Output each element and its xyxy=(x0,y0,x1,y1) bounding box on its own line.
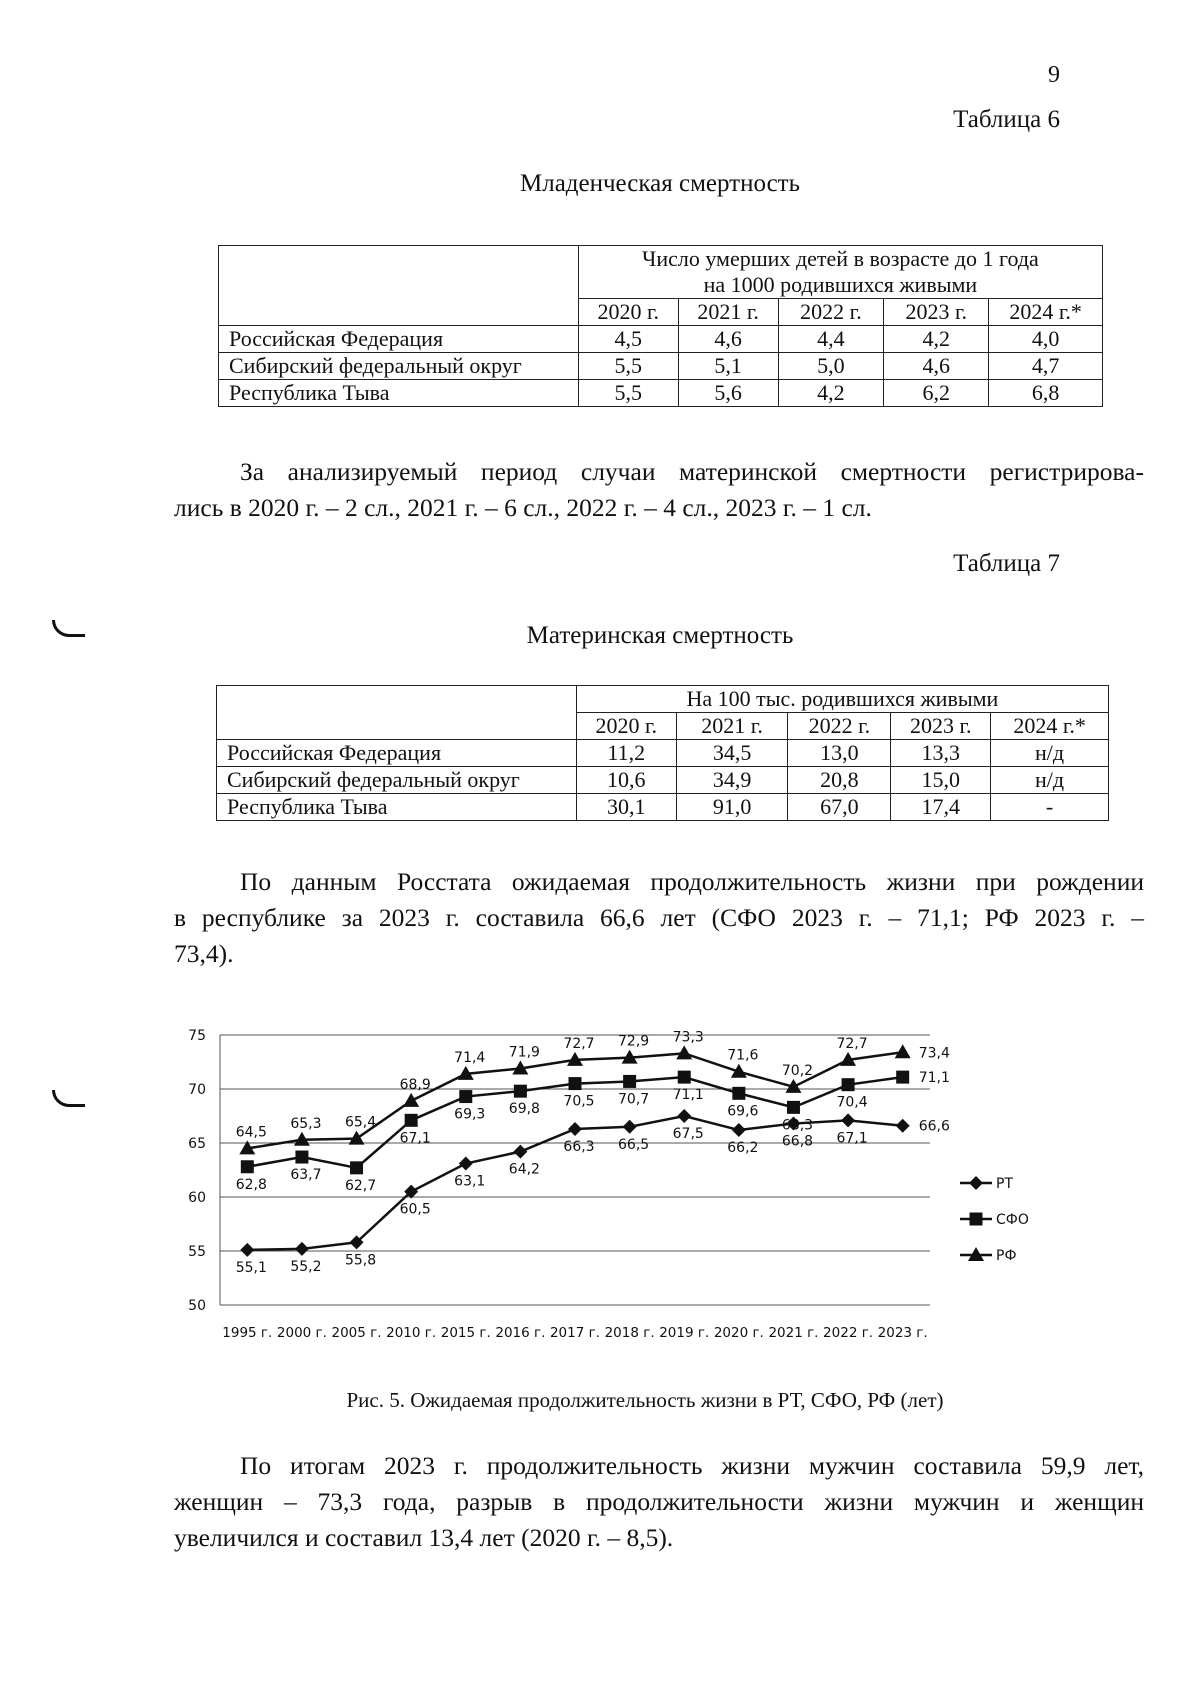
data-label: 70,7 xyxy=(618,1091,650,1108)
y-tick-label: 55 xyxy=(188,1244,206,1260)
data-label: 69,8 xyxy=(508,1101,540,1118)
paragraph-maternal-cases xyxy=(174,454,1144,526)
square-marker xyxy=(241,1160,254,1173)
data-label: 66,3 xyxy=(563,1138,595,1155)
square-marker xyxy=(842,1078,855,1091)
square-marker xyxy=(623,1075,636,1088)
table-cell: 4,5 xyxy=(578,326,678,353)
diamond-marker xyxy=(459,1157,473,1171)
square-marker xyxy=(295,1151,308,1164)
data-label: 66,5 xyxy=(618,1136,650,1153)
x-tick-label: 2000 г. xyxy=(276,1325,327,1341)
x-axis-ticks xyxy=(222,1325,927,1341)
data-label: 70,4 xyxy=(836,1094,868,1111)
y-tick-label: 65 xyxy=(188,1136,206,1152)
data-label: 62,8 xyxy=(235,1176,267,1193)
table7-year: 2021 г. xyxy=(676,713,788,740)
table-cell: н/д xyxy=(991,767,1109,794)
table-cell: 13,3 xyxy=(891,740,991,767)
table-cell: 6,8 xyxy=(989,380,1103,407)
table-cell: 30,1 xyxy=(576,794,676,821)
page-number: 9 xyxy=(1048,62,1060,88)
table6-label: Таблица 6 xyxy=(953,106,1060,133)
data-label: 55,2 xyxy=(290,1258,322,1275)
paragraph3-line3: увеличился и составил 13,4 лет (2020 г. – 8,5). xyxy=(174,1523,674,1552)
table6-corner-cell xyxy=(219,246,579,326)
square-marker xyxy=(787,1101,800,1114)
table-row xyxy=(217,794,1109,821)
data-label: 70,2 xyxy=(781,1062,814,1079)
paragraph2-line3: 73,4). xyxy=(174,939,234,968)
data-label: 64,2 xyxy=(508,1161,540,1178)
table-cell: 5,5 xyxy=(578,380,678,407)
table7-label: Таблица 7 xyxy=(953,550,1060,577)
diamond-marker xyxy=(513,1145,527,1159)
table7-header-row xyxy=(217,686,1109,713)
x-tick-label: 2023 г. xyxy=(877,1325,928,1341)
table7-year: 2023 г. xyxy=(891,713,991,740)
legend-label: РТ xyxy=(996,1176,1013,1192)
paragraph2-line2: в республике за 2023 г. составила 66,6 лет (СФО 2023 г. – 71,1; РФ 2023 г. – xyxy=(174,903,1144,932)
data-label: 71,9 xyxy=(508,1044,540,1061)
table-row xyxy=(217,740,1109,767)
row-label: Сибирский федеральный округ xyxy=(219,353,579,380)
data-label: 73,4 xyxy=(918,1045,950,1062)
paragraph1-line2: лись в 2020 г. – 2 сл., 2021 г. – 6 сл., 2022 г. – 4 сл., 2023 г. – 1 сл. xyxy=(174,493,872,522)
square-marker xyxy=(970,1213,983,1226)
table6-year: 2021 г. xyxy=(678,299,778,326)
table-cell: 67,0 xyxy=(788,794,891,821)
table7-year: 2022 г. xyxy=(788,713,891,740)
data-label: 55,8 xyxy=(344,1252,377,1269)
square-marker xyxy=(459,1090,472,1103)
x-tick-label: 2015 г. xyxy=(440,1325,491,1341)
legend-label: РФ xyxy=(996,1248,1017,1264)
data-label: 68,3 xyxy=(781,1117,814,1134)
paragraph-gender-gap xyxy=(174,1448,1144,1556)
x-tick-label: 2022 г. xyxy=(823,1325,874,1341)
table-cell: 4,0 xyxy=(989,326,1103,353)
diamond-marker xyxy=(896,1119,910,1133)
chart-grid xyxy=(220,1035,930,1305)
table-cell: 17,4 xyxy=(891,794,991,821)
figure-caption: Рис. 5. Ожидаемая продолжительность жизни в РТ, СФО, РФ (лет) xyxy=(346,1388,944,1412)
table-cell: 34,5 xyxy=(676,740,788,767)
row-label: Сибирский федеральный округ xyxy=(217,767,577,794)
paragraph3-line2: женщин – 73,3 года, разрыв в продолжительности жизни мужчин и женщин xyxy=(174,1487,1144,1516)
data-label: 71,1 xyxy=(672,1087,704,1104)
table7-title: Материнская смертность xyxy=(526,622,794,649)
data-label: 55,1 xyxy=(235,1259,267,1276)
table6 xyxy=(218,245,1103,407)
table7-year: 2020 г. xyxy=(576,713,676,740)
table-cell: 4,7 xyxy=(989,353,1103,380)
legend-item-РТ xyxy=(960,1176,1013,1192)
table-cell: 6,2 xyxy=(884,380,989,407)
row-label: Республика Тыва xyxy=(219,380,579,407)
table-cell: 11,2 xyxy=(576,740,676,767)
x-tick-label: 2020 г. xyxy=(713,1325,764,1341)
square-marker xyxy=(678,1071,691,1084)
table6-header-line1: Число умерших детей в возрасте до 1 года xyxy=(642,246,1039,271)
table-cell: 4,6 xyxy=(678,326,778,353)
x-tick-label: 2010 г. xyxy=(386,1325,437,1341)
data-label: 65,4 xyxy=(344,1114,377,1131)
data-label: 69,6 xyxy=(727,1103,759,1120)
diamond-marker xyxy=(568,1122,582,1136)
data-label: 68,9 xyxy=(399,1076,431,1093)
paragraph1-line1: За анализируемый период случаи материнской смертности регистрирова- xyxy=(240,457,1144,486)
data-label: 72,7 xyxy=(836,1035,868,1052)
legend-label: СФО xyxy=(996,1212,1029,1228)
table7-header-cell: На 100 тыс. родившихся живыми xyxy=(576,686,1108,713)
table-row xyxy=(219,380,1103,407)
legend-item-СФО xyxy=(960,1212,1029,1228)
y-tick-label: 60 xyxy=(188,1190,206,1206)
table-cell: 13,0 xyxy=(788,740,891,767)
diamond-marker xyxy=(623,1120,637,1134)
table-cell: 5,5 xyxy=(578,353,678,380)
row-label: Российская Федерация xyxy=(217,740,577,767)
paragraph-life-expectancy xyxy=(174,864,1144,972)
data-label: 64,5 xyxy=(235,1124,267,1141)
data-label: 60,5 xyxy=(399,1201,431,1218)
data-label: 72,7 xyxy=(563,1035,595,1052)
table-cell: 5,1 xyxy=(678,353,778,380)
table-cell: 20,8 xyxy=(788,767,891,794)
x-tick-label: 2017 г. xyxy=(549,1325,601,1341)
paragraph3-line1: По итогам 2023 г. продолжительность жизни мужчин составила 59,9 лет, xyxy=(240,1451,1144,1480)
data-label: 63,7 xyxy=(290,1167,322,1184)
data-label: 66,6 xyxy=(918,1118,950,1135)
diamond-marker xyxy=(732,1123,746,1137)
table7-year: 2024 г.* xyxy=(991,713,1109,740)
data-label: 67,1 xyxy=(836,1130,868,1147)
y-tick-label: 50 xyxy=(188,1298,206,1314)
triangle-marker xyxy=(403,1093,419,1107)
paragraph2-line1: По данным Росстата ожидаемая продолжительность жизни при рождении xyxy=(240,867,1144,896)
diamond-marker xyxy=(969,1176,983,1190)
table6-header-row xyxy=(219,246,1103,299)
table6-year: 2023 г. xyxy=(884,299,989,326)
life-expectancy-chart xyxy=(180,1000,1140,1360)
table6-year: 2022 г. xyxy=(778,299,884,326)
x-tick-label: 2018 г. xyxy=(604,1325,655,1341)
data-label: 65,3 xyxy=(290,1115,322,1132)
data-label: 63,1 xyxy=(454,1173,486,1190)
table-cell: 4,4 xyxy=(778,326,884,353)
data-label: 72,9 xyxy=(618,1033,650,1050)
square-marker xyxy=(732,1087,745,1100)
diamond-marker xyxy=(677,1109,691,1123)
row-label: Российская Федерация xyxy=(219,326,579,353)
x-tick-label: 2021 г. xyxy=(768,1325,819,1341)
table-row xyxy=(219,326,1103,353)
table6-title: Младенческая смертность xyxy=(519,170,801,197)
square-marker xyxy=(514,1085,527,1098)
square-marker xyxy=(896,1071,909,1084)
diamond-marker xyxy=(295,1242,309,1256)
binding-mark xyxy=(52,1090,85,1107)
table-cell: 34,9 xyxy=(676,767,788,794)
table-cell: - xyxy=(991,794,1109,821)
y-axis-ticks xyxy=(188,1028,206,1314)
legend-item-РФ xyxy=(960,1247,1017,1264)
table-cell: 15,0 xyxy=(891,767,991,794)
x-tick-label: 1995 г. xyxy=(222,1325,273,1341)
table-cell: 4,2 xyxy=(778,380,884,407)
square-marker xyxy=(350,1161,363,1174)
triangle-marker xyxy=(895,1044,911,1058)
chart-series xyxy=(236,1029,950,1276)
data-label: 73,3 xyxy=(672,1029,704,1046)
data-label: 67,5 xyxy=(672,1126,704,1142)
data-label: 66,2 xyxy=(727,1140,759,1157)
chart-legend xyxy=(960,1176,1029,1264)
table-cell: н/д xyxy=(991,740,1109,767)
square-marker xyxy=(405,1114,418,1127)
table-cell: 5,0 xyxy=(778,353,884,380)
table-cell: 91,0 xyxy=(676,794,788,821)
table6-header-line2: на 1000 родившихся живыми xyxy=(703,272,978,297)
table7 xyxy=(216,685,1109,821)
table-cell: 10,6 xyxy=(576,767,676,794)
table6-year: 2020 г. xyxy=(578,299,678,326)
data-label: 71,6 xyxy=(727,1047,759,1064)
table6-year: 2024 г.* xyxy=(989,299,1103,326)
data-label: 69,3 xyxy=(454,1106,486,1123)
data-label: 70,5 xyxy=(563,1093,595,1110)
table-row xyxy=(217,767,1109,794)
square-marker xyxy=(569,1077,582,1090)
y-tick-label: 75 xyxy=(188,1028,206,1044)
data-label: 71,4 xyxy=(454,1049,486,1066)
x-tick-label: 2019 г. xyxy=(659,1325,710,1341)
data-label: 67,1 xyxy=(399,1130,431,1147)
table7-corner-cell xyxy=(217,686,577,740)
row-label: Республика Тыва xyxy=(217,794,577,821)
diamond-marker xyxy=(841,1113,855,1127)
data-label: 62,7 xyxy=(344,1177,377,1194)
x-tick-label: 2016 г. xyxy=(495,1325,546,1341)
data-label: 71,1 xyxy=(918,1070,950,1087)
table6-header-cell xyxy=(578,246,1102,299)
diamond-marker xyxy=(240,1243,254,1257)
table-cell: 4,6 xyxy=(884,353,989,380)
x-tick-label: 2005 г. xyxy=(331,1325,382,1341)
data-label: 66,8 xyxy=(781,1133,814,1150)
table-cell: 5,6 xyxy=(678,380,778,407)
table-row xyxy=(219,353,1103,380)
triangle-marker xyxy=(676,1045,692,1059)
table-cell: 4,2 xyxy=(884,326,989,353)
y-tick-label: 70 xyxy=(188,1082,206,1098)
